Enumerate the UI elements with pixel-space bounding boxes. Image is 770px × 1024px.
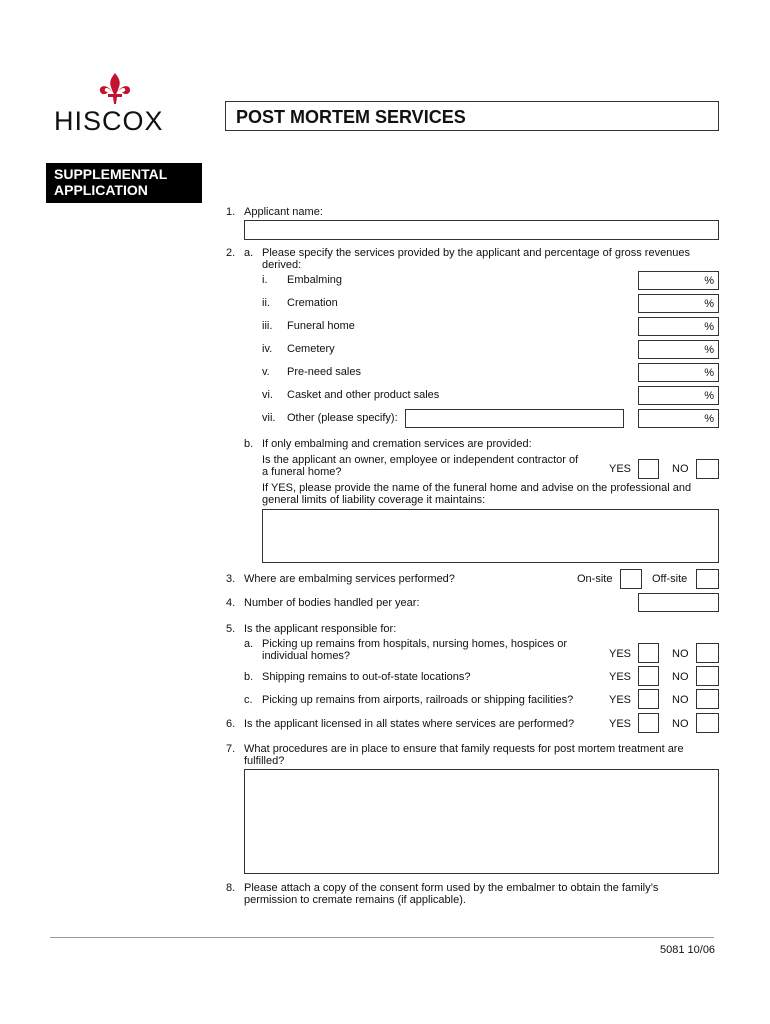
q5-label: Is the applicant responsible for:	[244, 623, 397, 635]
q6-yes-label: YES	[609, 718, 632, 730]
service-num-6: vi.	[262, 389, 273, 401]
q7-text-1: What procedures are in place to ensure that family requests for post mortem treatment are	[244, 743, 684, 755]
q6-no-label: NO	[672, 718, 689, 730]
procedures-textarea[interactable]	[244, 769, 719, 874]
q2b-no-checkbox[interactable]	[696, 459, 719, 479]
q5a-no-checkbox[interactable]	[696, 643, 719, 663]
q6-label: Is the applicant licensed in all states where services are performed?	[244, 718, 575, 730]
percent-sign: %	[704, 390, 714, 402]
q5c-yes-label: YES	[609, 694, 632, 706]
service-num-5: v.	[262, 366, 270, 378]
q5a-label: a.	[244, 638, 254, 650]
q6-number: 6.	[226, 718, 236, 730]
service-label-funeral-home: Funeral home	[287, 320, 355, 332]
supplemental-application-banner	[46, 163, 202, 203]
q2b-text: If only embalming and cremation services are provided:	[262, 438, 532, 450]
q5b-text: Shipping remains to out-of-state locations?	[262, 671, 471, 683]
q8-text-1: Please attach a copy of the consent form used by the embalmer to obtain the family’s	[244, 882, 659, 894]
banner-line-2: APPLICATION	[54, 182, 148, 198]
funeral-home-details-textarea[interactable]	[262, 509, 719, 563]
q2b-label: b.	[244, 438, 254, 450]
service-label-cremation: Cremation	[287, 297, 338, 309]
q2a-text-2: derived:	[262, 259, 302, 271]
hiscox-logo: HISCOX	[54, 106, 164, 136]
q1-label: Applicant name:	[244, 206, 323, 218]
q5b-yes-checkbox[interactable]	[638, 666, 659, 686]
service-label-cemetery: Cemetery	[287, 343, 335, 355]
q8-number: 8.	[226, 882, 236, 894]
other-percent-field[interactable]	[638, 409, 719, 428]
q2-number: 2.	[226, 247, 236, 259]
q8-text-2: permission to cremate remains (if applicable).	[244, 894, 466, 906]
embalming-percent-field[interactable]	[638, 271, 719, 290]
q5c-no-checkbox[interactable]	[696, 689, 719, 709]
title-box	[225, 101, 719, 131]
q2a-text-1: Please specify the services provided by the applicant and percentage of gross revenues	[262, 247, 691, 259]
q5b-no-checkbox[interactable]	[696, 666, 719, 686]
percent-sign: %	[704, 367, 714, 379]
percent-sign: %	[704, 413, 714, 425]
funeral-home-percent-field[interactable]	[638, 317, 719, 336]
q5b-no-label: NO	[672, 671, 689, 683]
footer-divider	[50, 937, 714, 938]
service-label-casket: Casket and other product sales	[287, 389, 440, 401]
q5c-text: Picking up remains from airports, railroads or shipping facilities?	[262, 694, 574, 706]
service-label-embalming: Embalming	[287, 274, 343, 286]
q5c-no-label: NO	[672, 694, 689, 706]
percent-sign: %	[704, 298, 714, 310]
service-label-pre-need: Pre-need sales	[287, 366, 361, 378]
percent-sign: %	[704, 321, 714, 333]
off-site-label: Off-site	[652, 573, 688, 585]
service-num-4: iv.	[262, 343, 273, 355]
q5a-yes-label: YES	[609, 648, 632, 660]
q5b-yes-label: YES	[609, 671, 632, 683]
q2b-yes-checkbox[interactable]	[638, 459, 659, 479]
fleur-de-lis-logo-icon	[96, 72, 134, 106]
q5a-no-label: NO	[672, 648, 689, 660]
q5a-text-1: Picking up remains from hospitals, nursing homes, hospices or	[262, 638, 568, 650]
bodies-per-year-field[interactable]	[638, 593, 719, 612]
form-code: 5081 10/06	[660, 944, 716, 956]
on-site-label: On-site	[577, 573, 613, 585]
q5-number: 5.	[226, 623, 236, 635]
q6-yes-checkbox[interactable]	[638, 713, 659, 733]
q4-label: Number of bodies handled per year:	[244, 597, 420, 609]
q2b-yes-label: YES	[609, 463, 632, 475]
q2b-if-yes-2: general limits of liability coverage it maintains:	[262, 494, 486, 506]
q6-no-checkbox[interactable]	[696, 713, 719, 733]
q3-label: Where are embalming services performed?	[244, 573, 455, 585]
q2a-label: a.	[244, 247, 254, 259]
q2b-if-yes-1: If YES, please provide the name of the funeral home and advise on the professional and	[262, 482, 692, 494]
casket-percent-field[interactable]	[638, 386, 719, 405]
q3-number: 3.	[226, 573, 236, 585]
q5c-label: c.	[244, 694, 253, 706]
other-specify-field[interactable]	[405, 409, 624, 428]
q2b-question-1: Is the applicant an owner, employee or independent contractor of	[262, 454, 579, 466]
on-site-checkbox[interactable]	[620, 569, 642, 589]
percent-sign: %	[704, 275, 714, 287]
q5a-yes-checkbox[interactable]	[638, 643, 659, 663]
cremation-percent-field[interactable]	[638, 294, 719, 313]
off-site-checkbox[interactable]	[696, 569, 719, 589]
applicant-name-field[interactable]	[244, 220, 719, 240]
q5b-label: b.	[244, 671, 254, 683]
q5c-yes-checkbox[interactable]	[638, 689, 659, 709]
service-label-other: Other (please specify):	[287, 412, 398, 424]
cemetery-percent-field[interactable]	[638, 340, 719, 359]
q2b-question-2: a funeral home?	[262, 466, 342, 478]
service-num-1: i.	[262, 274, 268, 286]
service-num-3: iii.	[262, 320, 273, 332]
q7-text-2: fulfilled?	[244, 755, 285, 767]
q2b-no-label: NO	[672, 463, 689, 475]
q1-number: 1.	[226, 206, 236, 218]
q7-number: 7.	[226, 743, 236, 755]
banner-line-1: SUPPLEMENTAL	[54, 166, 168, 182]
service-num-2: ii.	[262, 297, 270, 309]
q4-number: 4.	[226, 597, 236, 609]
q5a-text-2: individual homes?	[262, 650, 351, 662]
page-title: POST MORTEM SERVICES	[236, 107, 466, 127]
service-num-7: vii.	[262, 412, 276, 424]
pre-need-percent-field[interactable]	[638, 363, 719, 382]
percent-sign: %	[704, 344, 714, 356]
